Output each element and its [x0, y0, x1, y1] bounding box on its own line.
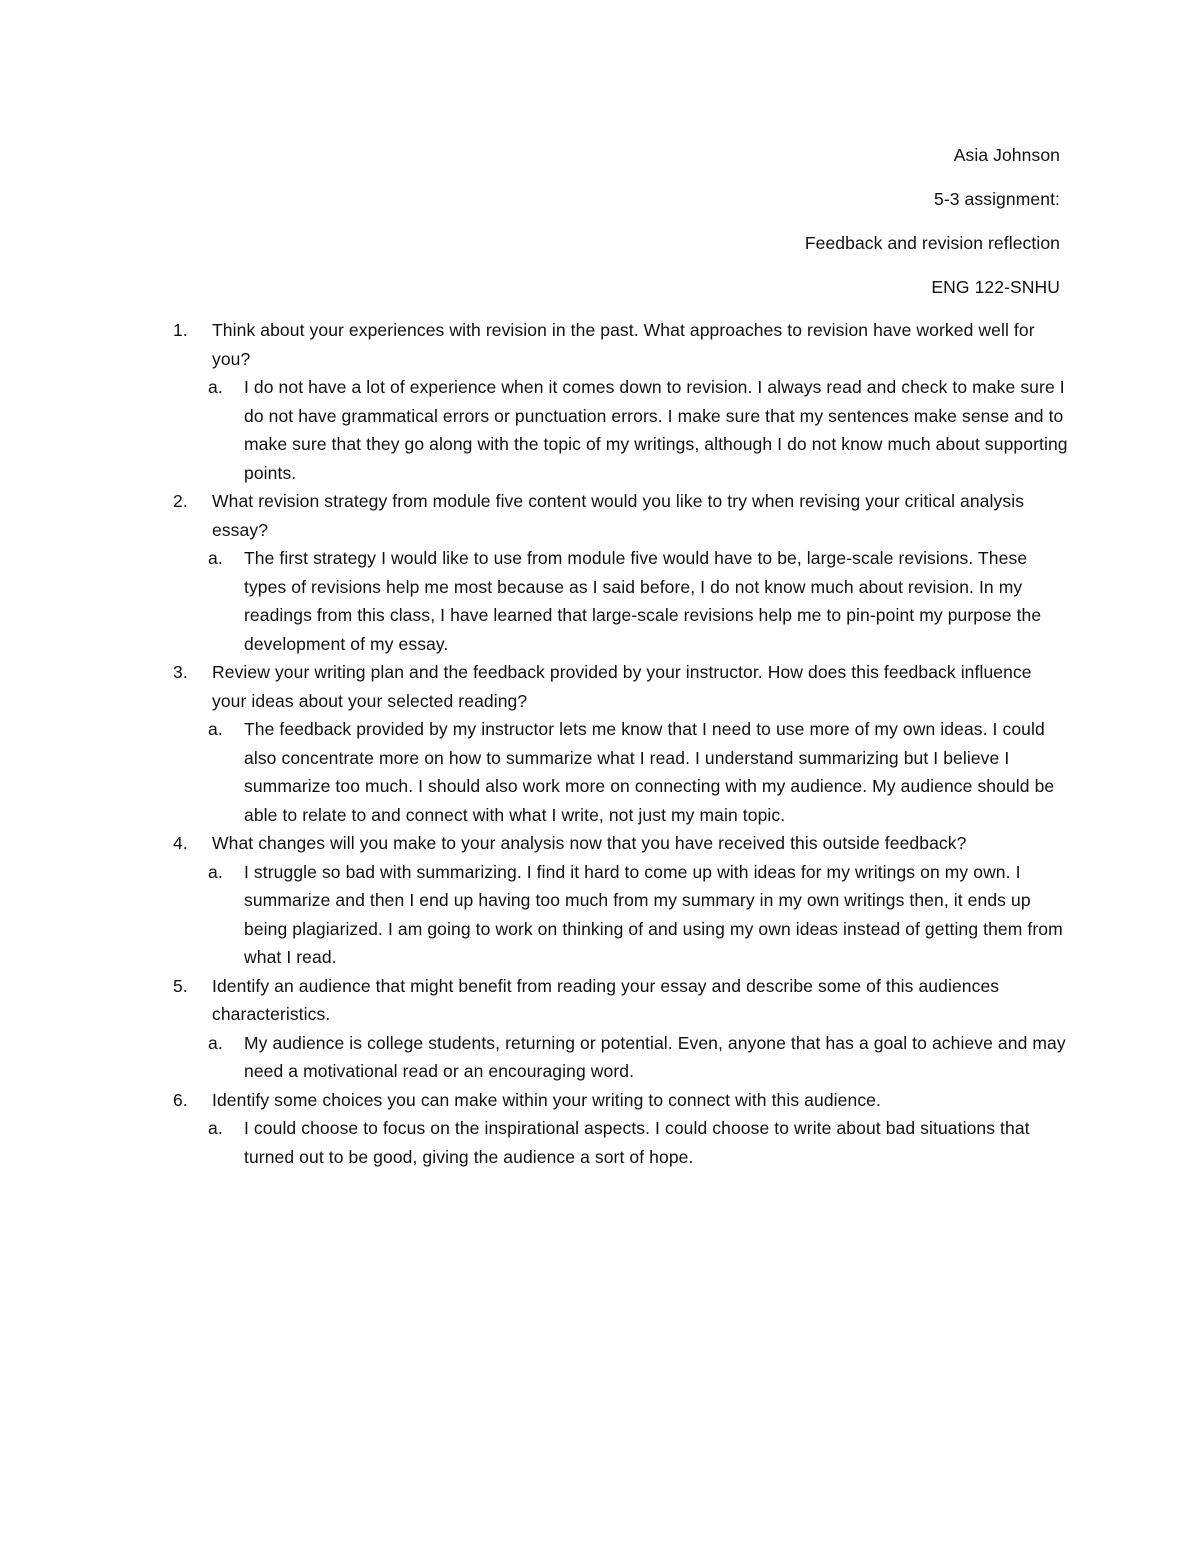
question-number: 6.: [173, 1089, 188, 1110]
answer-item: [173, 544, 1068, 658]
question-number: 1.: [173, 320, 188, 340]
question-text: What revision strategy from module five content would you like to try when revising your critical analysis essay?: [212, 491, 1025, 540]
answer-item: [173, 715, 1068, 829]
author-name: Asia Johnson: [953, 145, 1060, 165]
answer-marker: a.: [208, 377, 223, 397]
question-text: Identify an audience that might benefit from reading your essay and describe some of this audiences characteristics.: [212, 975, 1000, 1024]
assignment-label: 5-3 assignment:: [933, 189, 1060, 209]
answer-marker: a.: [208, 719, 223, 739]
answer-text: My audience is college students, returning or potential. Even, anyone that has a goal to achieve and may need a motivational read or an encouraging word.: [244, 1032, 1066, 1081]
question-item: [173, 972, 1068, 1029]
document-title: Feedback and revision reflection: [804, 233, 1060, 253]
question-item: [173, 829, 1068, 858]
answer-item: [173, 1029, 1068, 1086]
question-text: Think about your experiences with revision in the past. What approaches to revision have worked well for you?: [212, 320, 1035, 369]
answer-item: [173, 1114, 1068, 1171]
question-number: 5.: [173, 975, 188, 996]
answer-text: I could choose to focus on the inspirational aspects. I could choose to write about bad situations that turned out to be good, giving the audience a sort of hope.: [244, 1118, 1030, 1167]
question-number: 3.: [173, 662, 188, 682]
answer-item: [173, 858, 1068, 972]
question-item: [173, 316, 1068, 373]
answer-item: [173, 373, 1068, 487]
course-label: ENG 122-SNHU: [931, 277, 1060, 297]
question-number: 2.: [173, 491, 188, 511]
question-list: [173, 316, 1068, 1171]
answer-marker: a.: [208, 861, 223, 882]
answer-text: The first strategy I would like to use from module five would have to be, large-scale revisions. These types of revisions help me most because as I said before, I do not know much about revision. In my readings from this class, I have learned that large-scale revisions help me to pin-point my purpose the development of my essay.: [244, 548, 1042, 654]
answer-marker: a.: [208, 548, 223, 568]
answer-text: The feedback provided by my instructor lets me know that I need to use more of my own ideas. I could also concentrate more on how to summarize what I read. I understand summarizing but I believe I summarize too much. I should also work more on connecting with my audience. My audience should be able to relate to and connect with what I write, not just my main topic.: [244, 719, 1055, 825]
question-text: Review your writing plan and the feedback provided by your instructor. How does this feedback influence your ideas about your selected reading?: [212, 662, 1032, 711]
document-header: [805, 141, 1060, 317]
question-number: 4.: [173, 833, 188, 853]
answer-text: I struggle so bad with summarizing. I find it hard to come up with ideas for my writings on my own. I summarize and then I end up having too much from my summary in my own writings then, it ends up being plagiarized. I am going to work on thinking of and using my own ideas instead of getting them from what I read.: [244, 861, 1063, 967]
answer-text: I do not have a lot of experience when it comes down to revision. I always read and check to make sure I do not have grammatical errors or punctuation errors. I make sure that my sentences make sense and to make sure that they go along with the topic of my writings, although I do not know much about supporting points.: [244, 377, 1068, 483]
question-text: What changes will you make to your analysis now that you have received this outside feedback?: [212, 833, 967, 853]
question-text: Identify some choices you can make within your writing to connect with this audience.: [212, 1089, 881, 1110]
question-item: [173, 487, 1068, 544]
question-item: [173, 658, 1068, 715]
answer-marker: a.: [208, 1032, 223, 1053]
question-item: [173, 1086, 1068, 1115]
answer-marker: a.: [208, 1118, 223, 1138]
